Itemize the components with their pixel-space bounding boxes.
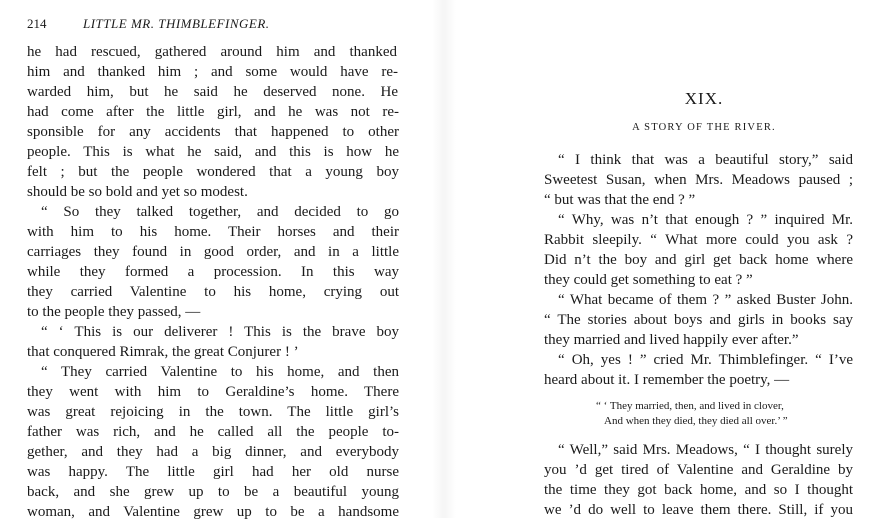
text-line: they carried Valentine to his home, crying out xyxy=(27,284,399,300)
text-line: he had rescued, gathered around him and thanked xyxy=(27,44,397,60)
text-line: Did n’t the boy and girl get back home where xyxy=(544,252,853,268)
text-line: “ I think that was a beautiful story,” said xyxy=(558,152,853,168)
text-line: carriages they found in good order, and in a little xyxy=(27,244,399,260)
verse-line: And when they died, they died all over.’ ” xyxy=(604,415,788,427)
right-page xyxy=(440,0,879,518)
text-line: you ’d get tired of Valentine and Geraldine by xyxy=(544,462,853,478)
text-line: Sweetest Susan, when Mrs. Meadows paused ; xyxy=(544,172,853,188)
text-line: heard about it. I remember the poetry, — xyxy=(544,372,790,388)
text-line: “ ‘ This is our deliverer ! This is the brave boy xyxy=(41,324,399,340)
text-line: “ but was that the end ? ” xyxy=(544,192,696,208)
text-line: they could get something to eat ? ” xyxy=(544,272,753,288)
text-line: they went with him to Geraldine’s home. There xyxy=(27,384,399,400)
text-line: while they formed a procession. In this way xyxy=(27,264,399,280)
text-line: people. This is what he said, and this is how he xyxy=(27,144,399,160)
text-line: they married and lived happily ever after.” xyxy=(544,332,799,348)
text-line: to the people they passed, — xyxy=(27,304,201,320)
text-line: “ Why, was n’t that enough ? ” inquired Mr. xyxy=(558,212,853,228)
text-line: should be so bold and yet so modest. xyxy=(27,184,248,200)
text-line: woman, and Valentine grew up to be a handsome xyxy=(27,504,399,520)
text-line: gether, and they had a big dinner, and everybody xyxy=(27,444,399,460)
page-number: 214 xyxy=(27,16,47,31)
text-line: him and thanked him ; and some would have re- xyxy=(27,64,398,80)
chapter-number: XIX. xyxy=(684,89,724,108)
text-line: sponsible for any accidents that happened to other xyxy=(27,124,399,140)
text-line: that conquered Rimrak, the great Conjurer ! ’ xyxy=(27,344,299,360)
running-head xyxy=(27,16,407,32)
text-line: “ So they talked together, and decided to go xyxy=(41,204,399,220)
text-line: back, and she grew up to be a beautiful young xyxy=(27,484,399,500)
text-line: with him to his home. Their horses and their xyxy=(27,224,399,240)
text-line: the time they got back home, and so I thought xyxy=(544,482,853,498)
text-line: we ’d do well to leave them there. Still, if you xyxy=(544,502,853,518)
text-line: “ Well,” said Mrs. Meadows, “ I thought surely xyxy=(558,442,853,458)
verse-line: “ ‘ They married, then, and lived in clover, xyxy=(596,400,784,412)
text-line: “ What became of them ? ” asked Buster John. xyxy=(558,292,853,308)
text-line: “ Oh, yes ! ” cried Mr. Thimblefinger. “ I’ve xyxy=(558,352,853,368)
text-line: “ The stories about boys and girls in books say xyxy=(544,312,853,328)
running-title: LITTLE MR. THIMBLEFINGER. xyxy=(83,16,270,31)
text-line: was happy. The little girl had her old nurse xyxy=(27,464,399,480)
text-line: was great rejoicing in the town. The little girl’s xyxy=(27,404,399,420)
text-line: felt ; but the people wondered that a young boy xyxy=(27,164,399,180)
left-page xyxy=(0,0,440,518)
text-line: warded him, but he said he deserved none. He xyxy=(27,84,398,100)
text-line: had come after the little girl, and he was not re- xyxy=(27,104,399,120)
text-line: father was rich, and he called all the people to- xyxy=(27,424,399,440)
text-line: “ They carried Valentine to his home, and then xyxy=(41,364,399,380)
chapter-title: A STORY OF THE RIVER. xyxy=(632,122,776,133)
text-line: Rabbit sleepily. “ What more could you ask ? xyxy=(544,232,853,248)
